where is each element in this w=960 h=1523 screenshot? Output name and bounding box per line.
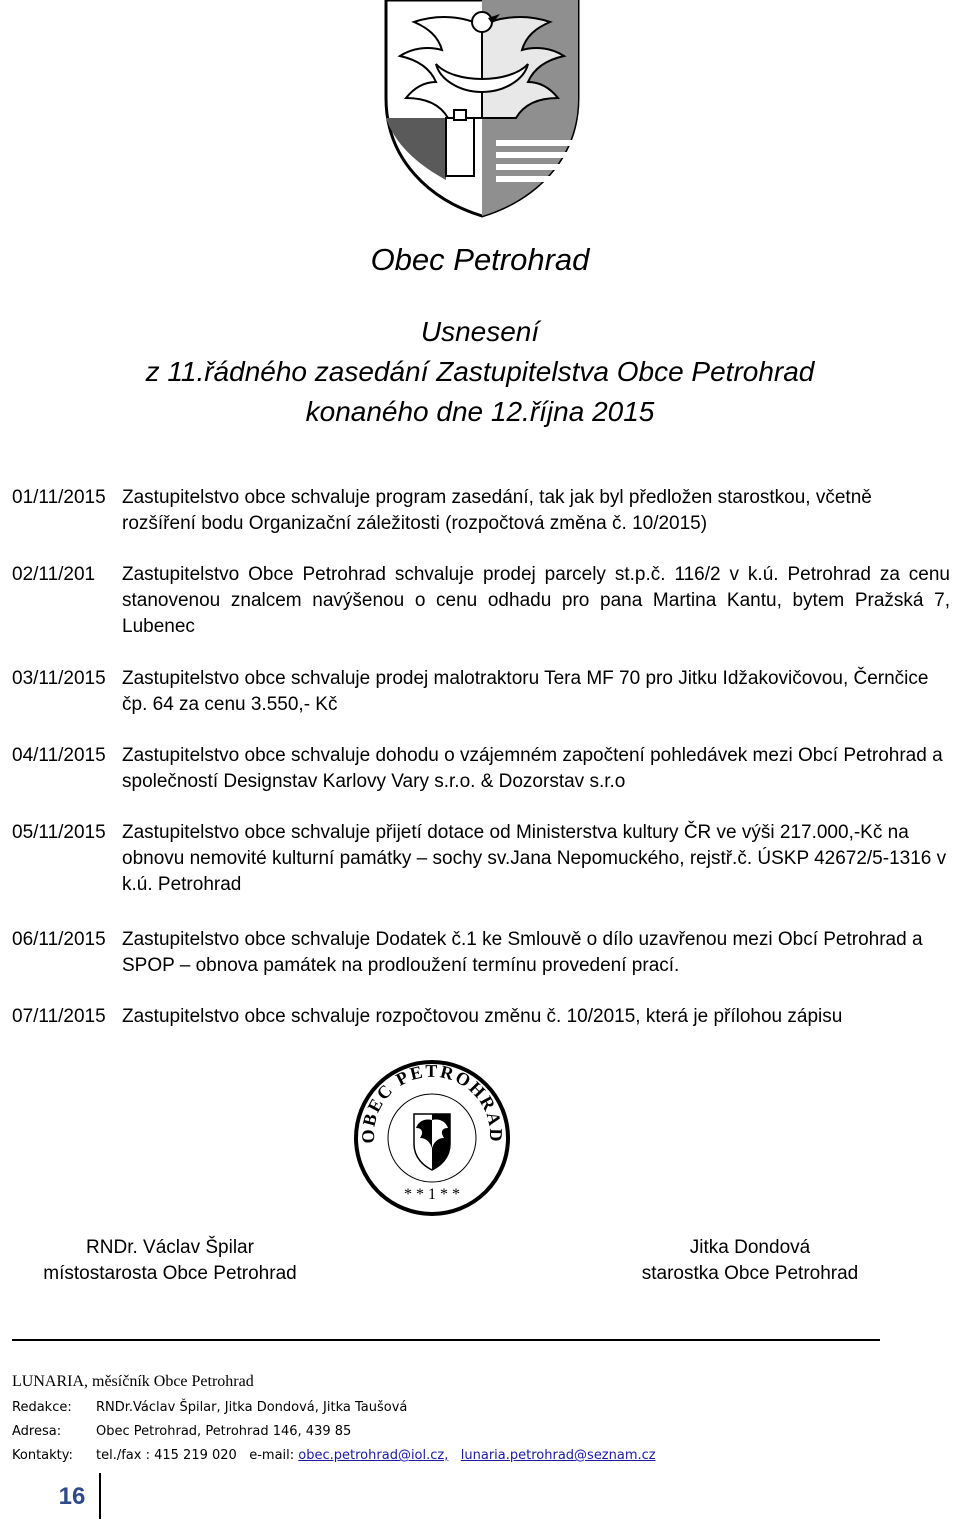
resolution-number: 05/11/2015 bbox=[12, 822, 106, 843]
document-title: Usnesení bbox=[420, 316, 540, 347]
address-value: Obec Petrohrad, Petrohrad 146, 439 85 bbox=[96, 1424, 352, 1439]
resolution-number: 03/11/2015 bbox=[12, 668, 106, 689]
contacts-label: Kontakty: bbox=[12, 1448, 73, 1463]
resolution-number: 04/11/2015 bbox=[12, 745, 106, 766]
email-link-lunaria[interactable]: lunaria.petrohrad@seznam.cz bbox=[460, 1448, 656, 1463]
resolution-number: 07/11/2015 bbox=[12, 1006, 106, 1027]
footer-brand: LUNARIA, měsíčník Obce Petrohrad bbox=[12, 1373, 254, 1390]
stamp-bottom-text: * * 1 * * bbox=[404, 1186, 460, 1203]
resolution-text: Zastupitelstvo obce schvaluje program zasedání, tak jak byl předložen starostkou, včetně rozšíření bodu Organizační záležitosti (rozpočtová změna č. 10/2015) bbox=[122, 487, 872, 534]
footer-contacts bbox=[12, 1444, 912, 1468]
resolution-number: 01/11/2015 bbox=[12, 487, 106, 508]
signature-right bbox=[610, 1235, 890, 1287]
signatory-name: Jitka Dondová bbox=[689, 1237, 811, 1258]
footer bbox=[12, 1370, 912, 1468]
resolution-text: Zastupitelstvo obce schvaluje prodej malotraktoru Tera MF 70 pro Jitku Idžakovičovou, Černčice čp. 64 za cenu 3.550,- Kč bbox=[122, 668, 929, 715]
document-subtitle-line2: konaného dne 12.října 2015 bbox=[305, 396, 655, 427]
resolution-text: Zastupitelstvo obce schvaluje Dodatek č.1 ke Smlouvě o dílo uzavřenou mezi Obcí Petrohrad a SPOP – obnova památek na prodloužení termínu provedení prací. bbox=[122, 929, 923, 976]
signature-left bbox=[30, 1235, 310, 1287]
editors-label: Redakce: bbox=[12, 1400, 72, 1415]
coat-of-arms-crest bbox=[384, 0, 580, 218]
municipality-name: Obec Petrohrad bbox=[370, 242, 590, 277]
resolution-number: 06/11/2015 bbox=[12, 929, 106, 950]
editors-value: RNDr.Václav Špilar, Jitka Dondová, Jitka Taušová bbox=[96, 1400, 408, 1415]
resolution-text: Zastupitelstvo obce schvaluje dohodu o vzájemném započtení pohledávek mezi Obcí Petrohrad a společností Designstav Karlovy Vary s.r.o. & Dozorstav s.r.o bbox=[122, 745, 943, 792]
signatory-name: RNDr. Václav Špilar bbox=[86, 1237, 254, 1258]
signatory-role: starostka Obce Petrohrad bbox=[641, 1263, 859, 1284]
footer-editors bbox=[12, 1396, 912, 1420]
address-label: Adresa: bbox=[12, 1424, 62, 1439]
resolution-text: Zastupitelstvo obce schvaluje přijetí dotace od Ministerstva kultury ČR ve výši 217.000,-Kč na obnovu nemovité kulturní památky – sochy sv.Jana Nepomuckého, rejstř.č. ÚSKP 42672/5-1316 v k.ú. Petrohrad bbox=[122, 822, 947, 895]
resolution-text: Zastupitelstvo Obce Petrohrad schvaluje prodej parcely st.p.č. 116/2 v k.ú. Petrohrad za cenu stanovenou znalcem navýšenou o cenu odhadu pro pana Martina Kantu, bytem Pražská 7, Lubenec bbox=[122, 564, 950, 637]
resolution-text: Zastupitelstvo obce schvaluje rozpočtovou změnu č. 10/2015, která je přílohou zápisu bbox=[122, 1006, 843, 1027]
footer-divider bbox=[12, 1339, 880, 1341]
document-subtitle-line1: z 11.řádného zasedání Zastupitelstva Obce Petrohrad bbox=[145, 356, 815, 387]
official-stamp bbox=[352, 1058, 512, 1218]
footer-address bbox=[12, 1420, 912, 1444]
phone-value: tel./fax : 415 219 020 bbox=[96, 1448, 237, 1463]
page-number: 16 bbox=[58, 1483, 86, 1510]
stamp-text: OBEC PETROHRAD bbox=[357, 1060, 507, 1144]
signatory-role: místostarosta Obce Petrohrad bbox=[43, 1263, 297, 1284]
email-link-obec[interactable]: obec.petrohrad@iol.cz, bbox=[298, 1448, 449, 1463]
email-label: e-mail: bbox=[249, 1448, 295, 1463]
page-number-box bbox=[43, 1473, 101, 1519]
resolution-number: 02/11/201 bbox=[12, 564, 96, 585]
